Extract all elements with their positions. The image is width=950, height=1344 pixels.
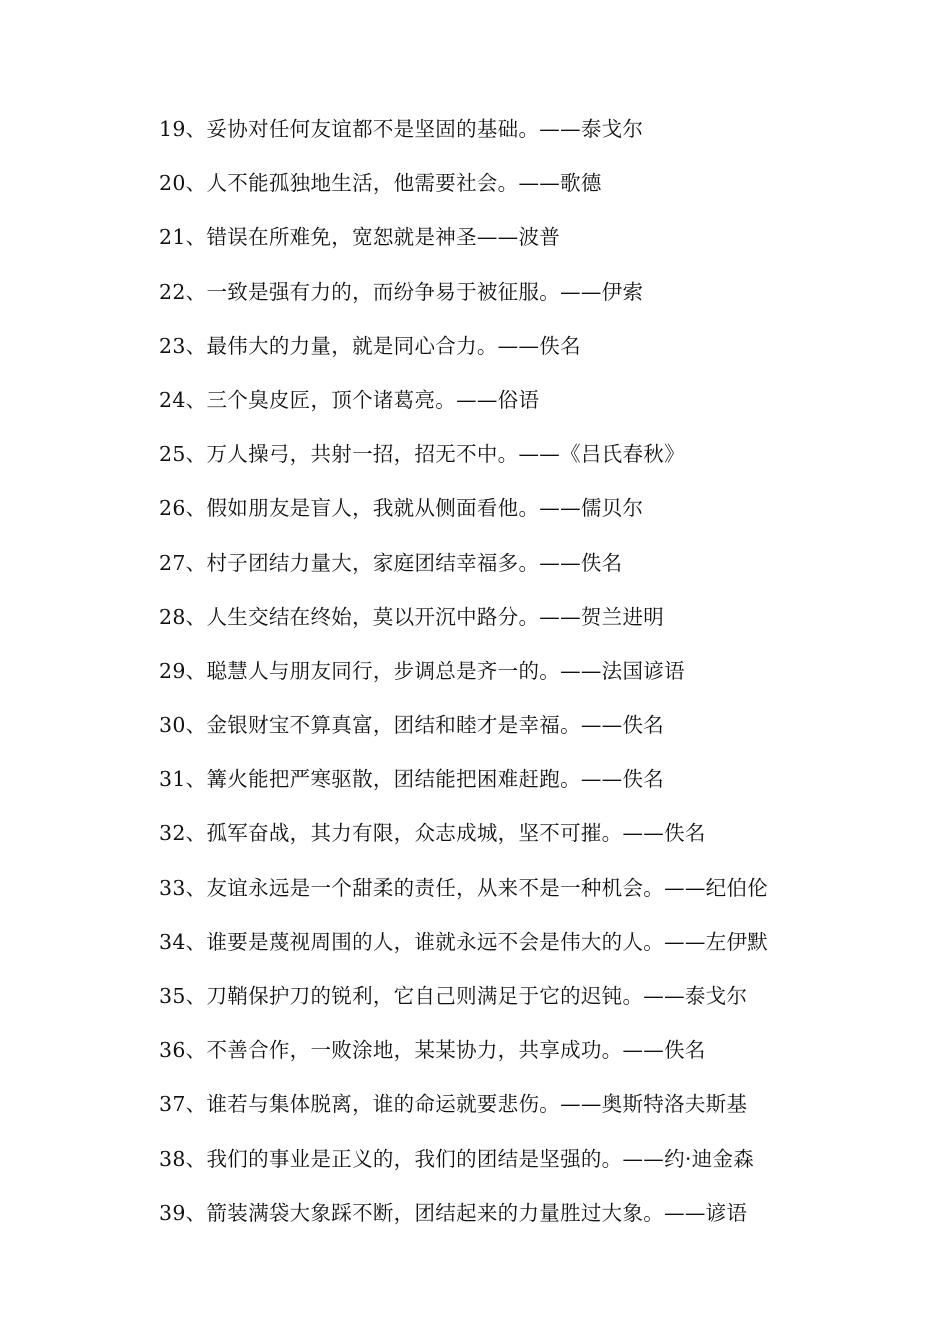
quote-line-33: 33、友谊永远是一个甜柔的责任，从来不是一种机会。——纪伯伦 [159, 875, 769, 900]
quote-line-26: 26、假如朋友是盲人，我就从侧面看他。——儒贝尔 [159, 496, 644, 521]
quote-line-20: 20、人不能孤独地生活，他需要社会。——歌德 [159, 171, 602, 196]
quote-line-24: 24、三个臭皮匠，顶个诸葛亮。——俗语 [159, 387, 540, 412]
quote-line-28: 28、人生交结在终始，莫以开沉中路分。——贺兰进明 [159, 604, 665, 629]
quote-line-37: 37、谁若与集体脱离，谁的命运就要悲伤。——奥斯特洛夫斯基 [159, 1092, 748, 1117]
quote-line-23: 23、最伟大的力量，就是同心合力。——佚名 [159, 333, 581, 358]
quote-line-21: 21、错误在所难免，宽恕就是神圣——波普 [159, 225, 561, 250]
quote-line-22: 22、一致是强有力的，而纷争易于被征服。——伊索 [159, 279, 644, 304]
quote-line-29: 29、聪慧人与朋友同行，步调总是齐一的。——法国谚语 [159, 658, 685, 683]
quote-line-25: 25、万人操弓，共射一招，招无不中。——《吕氏春秋》 [159, 442, 685, 467]
quote-line-32: 32、孤军奋战，其力有限，众志成城，坚不可摧。——佚名 [159, 821, 706, 846]
quote-line-30: 30、金银财宝不算真富，团结和睦才是幸福。——佚名 [159, 713, 665, 738]
quote-line-39: 39、箭装满袋大象踩不断，团结起来的力量胜过大象。——谚语 [159, 1200, 748, 1225]
quote-line-38: 38、我们的事业是正义的，我们的团结是坚强的。——约·迪金森 [159, 1146, 755, 1171]
quote-line-31: 31、篝火能把严寒驱散，团结能把困难赶跑。——佚名 [159, 767, 665, 792]
quote-list [159, 111, 839, 1249]
quote-line-36: 36、不善合作，一败涂地，某某协力，共享成功。——佚名 [159, 1038, 706, 1063]
quote-line-19: 19、妥协对任何友谊都不是坚固的基础。——泰戈尔 [159, 117, 644, 141]
quote-line-34: 34、谁要是蔑视周围的人，谁就永远不会是伟大的人。——左伊默 [159, 929, 769, 954]
quote-line-27: 27、村子团结力量大，家庭团结幸福多。——佚名 [159, 550, 623, 575]
quote-line-35: 35、刀鞘保护刀的锐利，它自己则满足于它的迟钝。——泰戈尔 [159, 984, 748, 1008]
